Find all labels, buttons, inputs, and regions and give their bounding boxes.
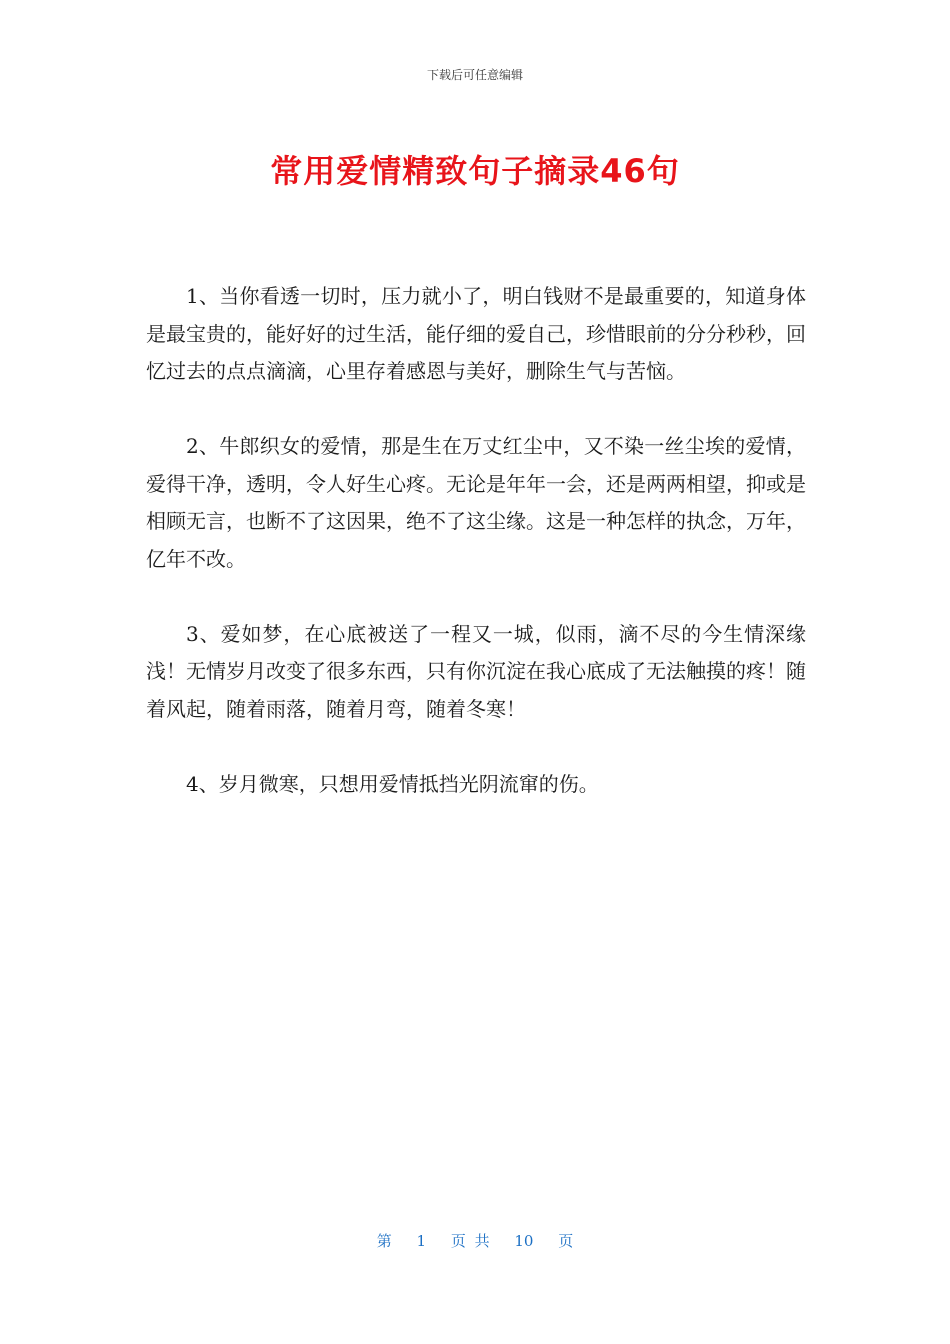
paragraph-3: 3、爱如梦，在心底被送了一程又一城，似雨，滴不尽的今生情深缘浅！无情岁月改变了很多东西，只有你沉淀在我心底成了无法触摸的疼！随着风起，随着雨落，随着月弯，随着冬寒！ xyxy=(146,621,806,721)
footer-suffix: 页 xyxy=(558,1232,574,1250)
footer-page-number: 1 xyxy=(416,1232,427,1250)
paragraph-4: 4、岁月微寒，只想用爱情抵挡光阴流窜的伤。 xyxy=(186,771,599,796)
paragraph-1: 1、当你看透一切时，压力就小了，明白钱财不是最重要的，知道身体是最宝贵的，能好好的过生活，能仔细的爱自己，珍惜眼前的分分秒秒，回忆过去的点点滴滴，心里存着感恩与美好，删除生气与苦恼。 xyxy=(146,284,806,383)
document-title: 常用爱情精致句子摘录46句 xyxy=(270,152,680,190)
footer-middle: 页 共 xyxy=(450,1232,490,1250)
footer-total-pages: 10 xyxy=(514,1232,534,1250)
header-note: 下载后可任意编辑 xyxy=(426,68,523,82)
paragraph-2: 2、牛郎织女的爱情，那是生在万丈红尘中，又不染一丝尘埃的爱情，爱得干净，透明，令人好生心疼。无论是年年一会，还是两两相望，抑或是相顾无言，也断不了这因果，绝不了这尘缘。这是一种怎样的执念，万年，亿年不改。 xyxy=(146,434,806,571)
document-body xyxy=(146,278,806,841)
page-footer xyxy=(0,1230,950,1251)
footer-prefix: 第 xyxy=(376,1232,392,1250)
